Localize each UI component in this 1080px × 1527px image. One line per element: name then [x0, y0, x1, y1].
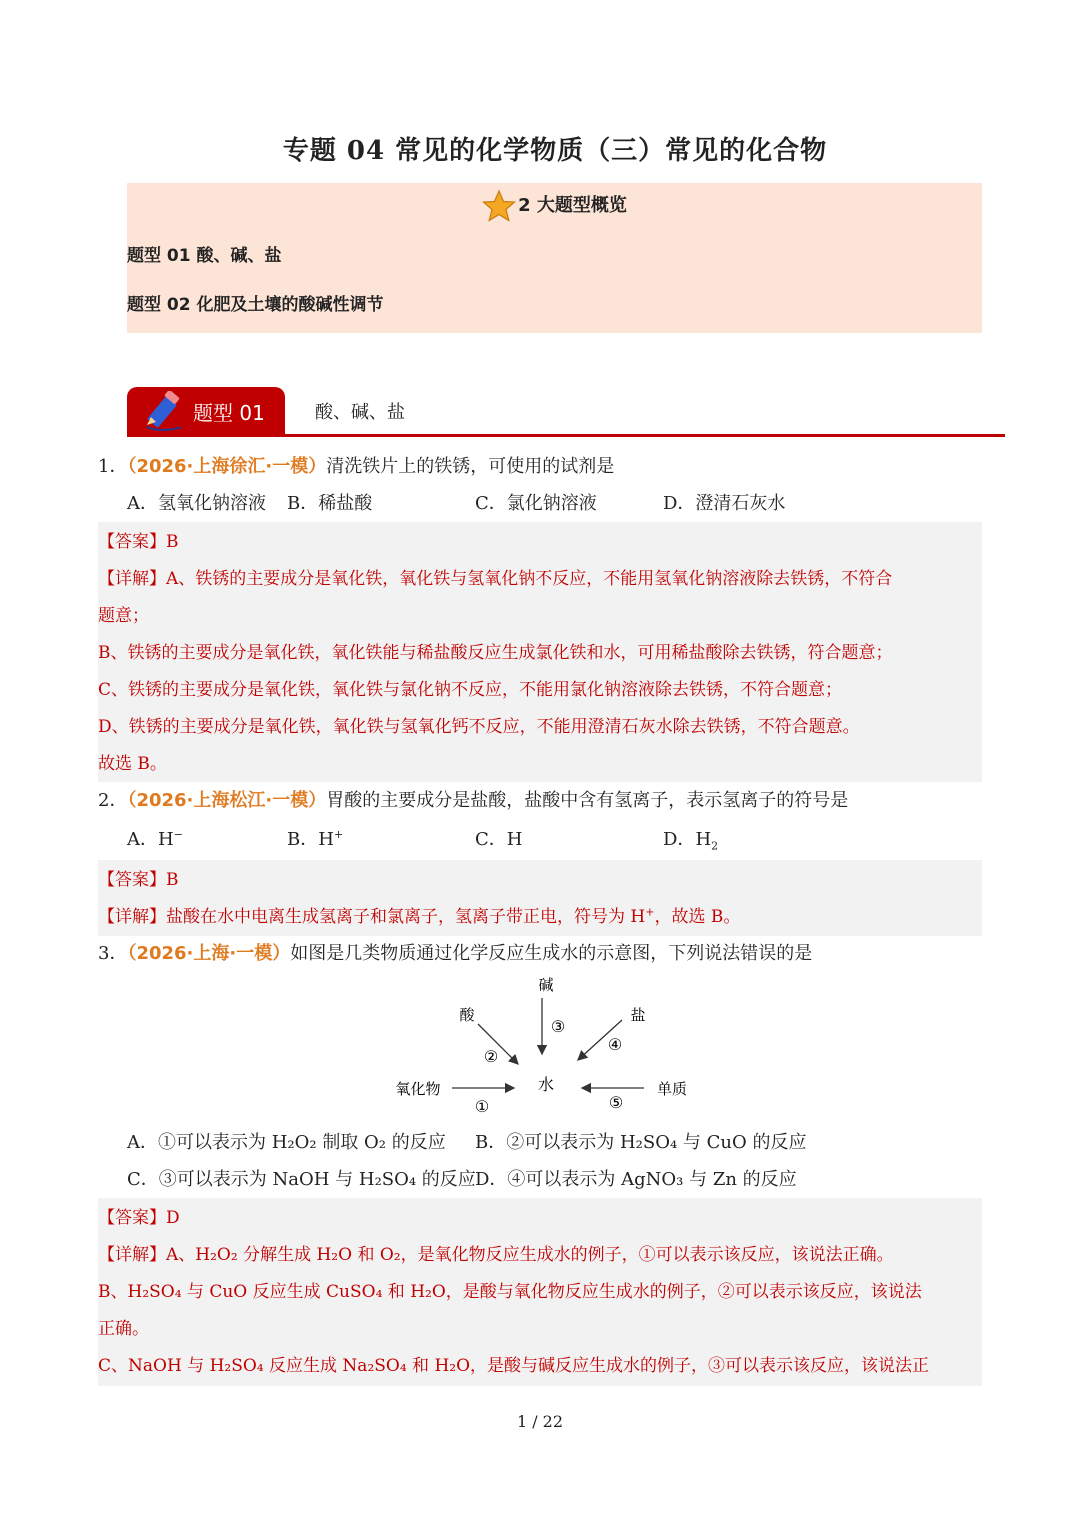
option-c[interactable]: C．氯化钠溶液	[475, 493, 597, 514]
question-source: （2026·上海松江·一模）	[127, 790, 327, 811]
star-icon	[482, 189, 516, 223]
overview-box	[127, 183, 982, 333]
question-number: 1．	[98, 456, 128, 477]
answer-value: D	[166, 1208, 180, 1228]
detail-text: B、H₂SO₄ 与 CuO 反应生成 CuSO₄ 和 H₂O，是酸与氧化物反应生成水的例子，②可以表示该反应，该说法	[98, 1282, 922, 1302]
section-divider	[127, 434, 1005, 437]
diagram-center-label: 水	[537, 1075, 555, 1094]
pencil-icon	[141, 391, 189, 435]
question-number: 2．	[98, 790, 128, 811]
option-charge: +	[333, 828, 344, 841]
diagram-number-4: ④	[607, 1035, 623, 1054]
detail-text: D、铁锈的主要成分是氧化铁，氧化铁与氢氧化钙不反应，不能用澄清石灰水除去铁锈，不符合题意。	[98, 717, 860, 737]
detail-text: A、铁锈的主要成分是氧化铁，氧化铁与氢氧化钠不反应，不能用氢氧化钠溶液除去铁锈，不符合	[166, 569, 893, 589]
water-reaction-diagram	[380, 970, 710, 1120]
detail-line	[98, 1240, 894, 1265]
option-c[interactable]: C．③可以表示为 NaOH 与 H₂SO₄ 的反应	[127, 1169, 476, 1190]
option-a[interactable]	[127, 825, 183, 851]
option-c[interactable]	[475, 825, 522, 851]
option-letter: B．	[287, 829, 319, 850]
option-symbol: H	[506, 829, 523, 850]
detail-text: C、NaOH 与 H₂SO₄ 反应生成 Na₂SO₄ 和 H₂O，是酸与碱反应生成水的例子，③可以表示该反应，该说法正	[98, 1356, 930, 1376]
answer-line	[98, 527, 179, 552]
diagram-number-5: ⑤	[608, 1093, 624, 1112]
option-d[interactable]	[663, 825, 718, 853]
question-source: （2026·上海·一模）	[127, 943, 291, 964]
detail-tag: 【详解】	[98, 1245, 166, 1265]
diagram-label-element: 单质	[656, 1080, 688, 1098]
diagram-number-1: ①	[474, 1097, 490, 1116]
question-source: （2026·上海徐汇·一模）	[127, 456, 327, 477]
option-letter: C．	[475, 829, 507, 850]
overview-item-02[interactable]: 题型 02 化肥及土壤的酸碱性调节	[127, 295, 384, 315]
option-charge: −	[173, 828, 183, 841]
option-symbol: H	[158, 829, 174, 850]
option-a[interactable]: A．①可以表示为 H₂O₂ 制取 O₂ 的反应	[127, 1132, 446, 1153]
option-b[interactable]	[287, 825, 343, 851]
option-a[interactable]: A．氢氧化钠溶液	[127, 493, 266, 514]
option-b[interactable]: B．稀盐酸	[287, 493, 373, 514]
detail-superscript: +	[645, 905, 655, 919]
option-d[interactable]: D．澄清石灰水	[663, 493, 786, 514]
detail-text: B、铁锈的主要成分是氧化铁，氧化铁能与稀盐酸反应生成氯化铁和水，可用稀盐酸除去铁锈，符合题意；	[98, 643, 893, 663]
diagram-label-oxide: 氧化物	[395, 1080, 441, 1098]
option-subscript: 2	[711, 839, 719, 853]
detail-text: A、H₂O₂ 分解生成 H₂O 和 O₂，是氧化物反应生成水的例子，①可以表示该反应，该说法正确。	[166, 1245, 894, 1265]
diagram-number-3: ③	[550, 1017, 566, 1036]
answer-tag: 【答案】	[98, 1208, 166, 1228]
option-symbol: H	[318, 829, 334, 850]
diagram-number-2: ②	[483, 1047, 499, 1066]
diagram-label-salt: 盐	[630, 1006, 646, 1024]
section-tab-label: 题型 01	[193, 401, 265, 425]
detail-text: 故选 B。	[98, 754, 167, 774]
question-1	[98, 452, 614, 478]
section-tab	[127, 387, 285, 435]
detail-text: 题意；	[98, 606, 149, 626]
diagram-label-base: 碱	[538, 976, 554, 994]
section-title: 酸、碱、盐	[315, 402, 405, 423]
question-2	[98, 786, 848, 812]
question-3	[98, 939, 812, 965]
detail-tag: 【详解】	[98, 907, 166, 927]
question-number: 3．	[98, 943, 128, 964]
detail-line	[98, 564, 892, 589]
detail-line	[98, 902, 740, 927]
answer-line	[98, 1203, 180, 1228]
question-stem: 如图是几类物质通过化学反应生成水的示意图，下列说法错误的是	[290, 943, 813, 964]
answer-tag: 【答案】	[98, 532, 166, 552]
page-number: 1 / 22	[516, 1412, 564, 1431]
diagram-label-acid: 酸	[459, 1006, 475, 1024]
question-stem: 胃酸的主要成分是盐酸，盐酸中含有氢离子，表示氢离子的符号是	[326, 790, 849, 811]
option-d[interactable]: D．④可以表示为 AgNO₃ 与 Zn 的反应	[475, 1169, 797, 1190]
detail-text: ，故选 B。	[654, 907, 741, 927]
overview-item-01[interactable]: 题型 01 酸、碱、盐	[127, 246, 282, 266]
detail-text: C、铁锈的主要成分是氧化铁，氧化铁与氯化钠不反应，不能用氯化钠溶液除去铁锈，不符合题意；	[98, 680, 843, 700]
answer-tag: 【答案】	[98, 870, 166, 890]
option-b[interactable]: B．②可以表示为 H₂SO₄ 与 CuO 的反应	[475, 1132, 807, 1153]
answer-value: B	[166, 532, 179, 552]
question-stem: 清洗铁片上的铁锈，可使用的试剂是	[326, 456, 615, 477]
detail-tag: 【详解】	[98, 569, 166, 589]
option-letter: A．	[127, 829, 158, 850]
detail-text: 正确。	[98, 1319, 149, 1339]
overview-heading-text: 2 大题型概览	[518, 195, 627, 216]
option-letter: D．	[663, 829, 696, 850]
overview-heading	[127, 189, 982, 223]
answer-value: B	[166, 870, 179, 890]
answer-line	[98, 865, 179, 890]
detail-text: 盐酸在水中电离生成氢离子和氯离子，氢离子带正电，符号为 H	[166, 907, 646, 927]
option-symbol: H	[695, 829, 712, 850]
page-title: 专题 04 常见的化学物质（三）常见的化合物	[282, 136, 828, 166]
